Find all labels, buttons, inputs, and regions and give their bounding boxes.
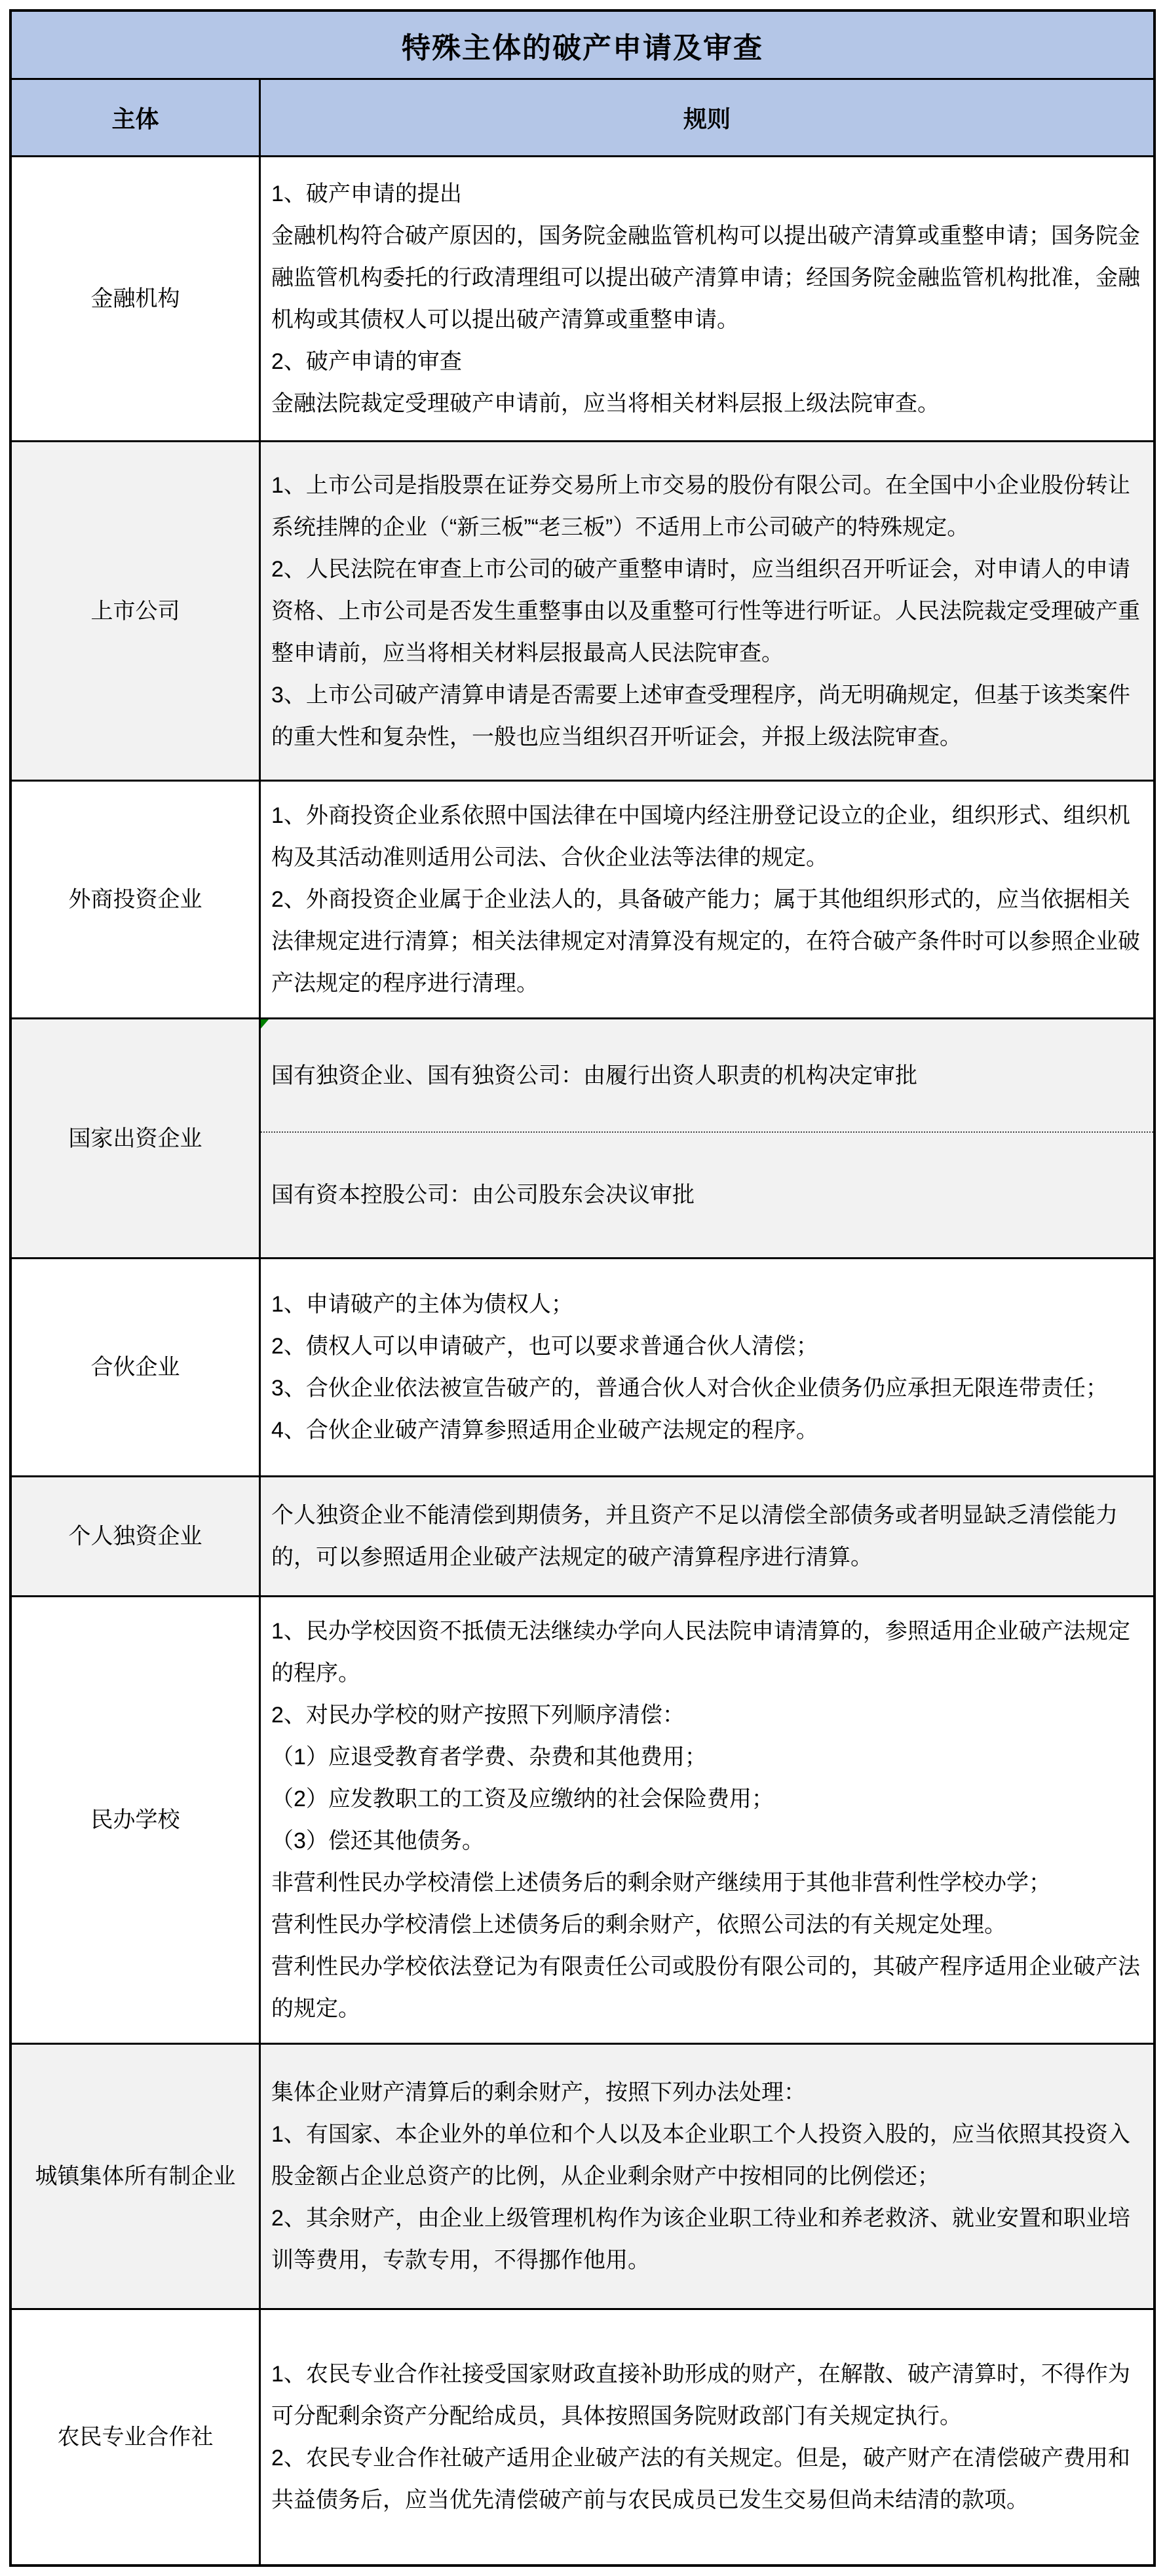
rule-line: 非营利性民办学校清偿上述债务后的剩余财产继续用于其他非营利性学校办学； (271, 1870, 1051, 1895)
rule-line: （3）偿还其他债务。 (271, 1828, 484, 1853)
rule-line: 2、债权人可以申请破产，也可以要求普通合伙人清偿； (271, 1334, 818, 1359)
table-row-partnership-enterprises (12, 1259, 1153, 1477)
rule-line: 营利性民办学校依法登记为有限责任公司或股份有限公司的，其破产程序适用企业破产法的规定。 (271, 1954, 1140, 2021)
row-rules (261, 1477, 1153, 1595)
table-row-sole-proprietorship (12, 1477, 1153, 1597)
table-row-farmer-cooperatives (12, 2310, 1153, 2564)
rule-line: 2、破产申请的审查 (271, 349, 462, 374)
row-rules-split (261, 1019, 1153, 1257)
rule-line: 1、破产申请的提出 (271, 181, 462, 206)
row-subject: 上市公司 (12, 442, 261, 780)
rule-line: （1）应退受教育者学费、杂费和其他费用； (271, 1745, 707, 1770)
row-rules (261, 782, 1153, 1017)
subcell-text: 国有独资企业、国有独资公司：由履行出资人职责的机构决定审批 (271, 1063, 917, 1088)
row-subject: 城镇集体所有制企业 (12, 2045, 261, 2308)
rule-line: （2）应发教职工的工资及应缴纳的社会保险费用； (271, 1787, 774, 1811)
row-subject: 外商投资企业 (12, 782, 261, 1017)
table-row-state-funded-enterprises (12, 1019, 1153, 1259)
rule-line: 集体企业财产清算后的剩余财产，按照下列办法处理： (271, 2080, 806, 2105)
row-rules (261, 157, 1153, 440)
rule-line: 1、民办学校因资不抵债无法继续办学向人民法院申请清算的，参照适用企业破产法规定的程序。 (271, 1619, 1130, 1686)
subcell-wholly-state-owned (261, 1019, 1153, 1133)
bankruptcy-rules-table (9, 9, 1156, 2567)
row-subject: 国家出资企业 (12, 1019, 261, 1257)
table-row-listed-companies (12, 442, 1153, 782)
rule-line: 营利性民办学校清偿上述债务后的剩余财产，依照公司法的有关规定处理。 (271, 1912, 1006, 1937)
header-cell-subject: 主体 (12, 80, 261, 155)
rule-line: 金融机构符合破产原因的，国务院金融监管机构可以提出破产清算或重整申请；国务院金融监管机构委托的行政清理组可以提出破产清算申请；经国务院金融监管机构批准，金融机构或其债权人可以提出破产清算或重整申请。 (271, 223, 1140, 332)
cell-flag-icon (261, 1019, 269, 1029)
table-row-financial-institutions (12, 157, 1153, 442)
rule-line: 1、有国家、本企业外的单位和个人以及本企业职工个人投资入股的，应当依照其投资入股金额占企业总资产的比例，从企业剩余财产中按相同的比例偿还； (271, 2122, 1130, 2189)
rule-line: 1、农民专业合作社接受国家财政直接补助形成的财产，在解散、破产清算时，不得作为可分配剩余资产分配给成员，具体按照国务院财政部门有关规定执行。 (271, 2362, 1130, 2429)
row-subject: 个人独资企业 (12, 1477, 261, 1595)
row-rules (261, 442, 1153, 780)
table-row-urban-collective-enterprises (12, 2045, 1153, 2310)
rule-line: 3、合伙企业依法被宣告破产的，普通合伙人对合伙企业债务仍应承担无限连带责任； (271, 1376, 1108, 1401)
rule-line: 1、外商投资企业系依照中国法律在中国境内经注册登记设立的企业，组织形式、组织机构及其活动准则适用公司法、合伙企业法等法律的规定。 (271, 803, 1130, 870)
row-rules (261, 1259, 1153, 1475)
header-cell-rules: 规则 (683, 105, 731, 132)
row-subject: 合伙企业 (12, 1259, 261, 1475)
rule-line: 个人独资企业不能清偿到期债务，并且资产不足以清偿全部债务或者明显缺乏清偿能力的，可以参照适用企业破产法规定的破产清算程序进行清算。 (271, 1503, 1118, 1570)
row-subject: 民办学校 (12, 1597, 261, 2043)
row-subject: 金融机构 (12, 157, 261, 440)
rule-line: 3、上市公司破产清算申请是否需要上述审查受理程序，尚无明确规定，但基于该类案件的重大性和复杂性，一般也应当组织召开听证会，并报上级法院审查。 (271, 682, 1130, 749)
rule-line: 4、合伙企业破产清算参照适用企业破产法规定的程序。 (271, 1418, 818, 1443)
table-row-foreign-invested-enterprises (12, 782, 1153, 1019)
row-subject: 农民专业合作社 (12, 2310, 261, 2564)
rule-line: 1、上市公司是指股票在证券交易所上市交易的股份有限公司。在全国中小企业股份转让系统挂牌的企业（“新三板”“老三板”）不适用上市公司破产的特殊规定。 (271, 472, 1130, 540)
rule-line: 金融法院裁定受理破产申请前，应当将相关材料层报上级法院审查。 (271, 391, 940, 416)
rule-line: 2、其余财产，由企业上级管理机构作为该企业职工待业和养老救济、就业安置和职业培训等费用，专款专用，不得挪作他用。 (271, 2206, 1130, 2273)
rule-line: 2、农民专业合作社破产适用企业破产法的有关规定。但是，破产财产在清偿破产费用和共益债务后，应当优先清偿破产前与农民成员已发生交易但尚未结清的款项。 (271, 2446, 1130, 2512)
table-header-row (12, 80, 1153, 157)
row-rules (261, 2045, 1153, 2308)
rule-line: 2、对民办学校的财产按照下列顺序清偿： (271, 1703, 685, 1728)
row-rules (261, 1597, 1153, 2043)
table-row-private-schools (12, 1597, 1153, 2045)
rule-line: 1、申请破产的主体为债权人； (271, 1292, 573, 1317)
rule-line: 2、人民法院在审查上市公司的破产重整申请时，应当组织召开听证会，对申请人的申请资格、上市公司是否发生重整事由以及重整可行性等进行听证。人民法院裁定受理破产重整申请前，应当将相关材料层报最高人民法院审查。 (271, 556, 1140, 666)
rule-line: 2、外商投资企业属于企业法人的，具备破产能力；属于其他组织形式的，应当依据相关法律规定进行清算；相关法律规定对清算没有规定的，在符合破产条件时可以参照企业破产法规定的程序进行清理。 (271, 887, 1140, 996)
subcell-state-capital-controlled (261, 1133, 1153, 1257)
row-rules (261, 2310, 1153, 2564)
subcell-text: 国有资本控股公司：由公司股东会决议审批 (271, 1183, 695, 1207)
table-title: 特殊主体的破产申请及审查 (12, 12, 1153, 80)
